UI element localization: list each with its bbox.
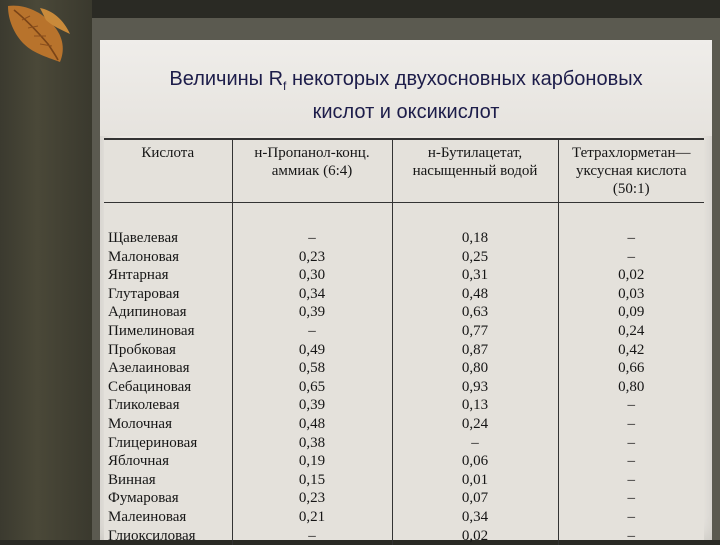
- rf-table: [104, 138, 704, 545]
- butyl-acetate-rf-cell: 0,63: [392, 303, 558, 322]
- tetrachloromethane-rf-cell: 0,24: [558, 322, 704, 341]
- acid-name-cell: Янтарная: [104, 266, 232, 285]
- butyl-acetate-rf-cell: 0,80: [392, 359, 558, 378]
- table-row: [104, 471, 704, 490]
- butyl-acetate-rf-cell: 0,18: [392, 203, 558, 248]
- title-line2: кислот и оксикислот: [313, 101, 500, 123]
- acid-name-cell: Щавелевая: [104, 203, 232, 248]
- tetrachloromethane-rf-cell: 0,03: [558, 285, 704, 304]
- table-row: [104, 378, 704, 397]
- header-acid: Кислота: [104, 139, 232, 203]
- table-row: [104, 303, 704, 322]
- propanol-rf-cell: 0,19: [232, 452, 392, 471]
- acid-name-cell: Азелаиновая: [104, 359, 232, 378]
- table-body: [104, 203, 704, 545]
- tetrachloromethane-rf-cell: –: [558, 452, 704, 471]
- table-row: [104, 285, 704, 304]
- butyl-acetate-rf-cell: 0,02: [392, 527, 558, 545]
- table-row: [104, 527, 704, 545]
- acid-name-cell: Пимелиновая: [104, 322, 232, 341]
- acid-name-cell: Себациновая: [104, 378, 232, 397]
- acid-name-cell: Глиоксиловая: [104, 527, 232, 545]
- propanol-rf-cell: 0,49: [232, 341, 392, 360]
- acid-name-cell: Гликолевая: [104, 396, 232, 415]
- propanol-rf-cell: 0,58: [232, 359, 392, 378]
- tetrachloromethane-rf-cell: –: [558, 527, 704, 545]
- butyl-acetate-rf-cell: 0,87: [392, 341, 558, 360]
- rf-table-scan: [104, 138, 704, 540]
- propanol-rf-cell: 0,48: [232, 415, 392, 434]
- table-row: [104, 341, 704, 360]
- table-row: [104, 322, 704, 341]
- butyl-acetate-rf-cell: 0,01: [392, 471, 558, 490]
- table-row: [104, 248, 704, 267]
- tetrachloromethane-rf-cell: 0,02: [558, 266, 704, 285]
- tetrachloromethane-rf-cell: –: [558, 508, 704, 527]
- butyl-acetate-rf-cell: 0,31: [392, 266, 558, 285]
- acid-name-cell: Молочная: [104, 415, 232, 434]
- propanol-rf-cell: 0,21: [232, 508, 392, 527]
- acid-name-cell: Адипиновая: [104, 303, 232, 322]
- propanol-rf-cell: –: [232, 203, 392, 248]
- propanol-rf-cell: 0,23: [232, 489, 392, 508]
- header-propanol-ammonia: н-Пропанол-конц. аммиак (6:4): [232, 139, 392, 203]
- tetrachloromethane-rf-cell: 0,66: [558, 359, 704, 378]
- propanol-rf-cell: 0,34: [232, 285, 392, 304]
- acid-name-cell: Яблочная: [104, 452, 232, 471]
- slide-left-strip: [0, 0, 92, 540]
- slide-title: [100, 66, 712, 125]
- acid-name-cell: Глицериновая: [104, 434, 232, 453]
- tetrachloromethane-rf-cell: –: [558, 203, 704, 248]
- table-row: [104, 359, 704, 378]
- propanol-rf-cell: 0,38: [232, 434, 392, 453]
- acid-name-cell: Пробковая: [104, 341, 232, 360]
- table-row: [104, 415, 704, 434]
- propanol-rf-cell: 0,23: [232, 248, 392, 267]
- tetrachloromethane-rf-cell: –: [558, 434, 704, 453]
- propanol-rf-cell: –: [232, 527, 392, 545]
- butyl-acetate-rf-cell: 0,06: [392, 452, 558, 471]
- butyl-acetate-rf-cell: 0,25: [392, 248, 558, 267]
- butyl-acetate-rf-cell: 0,48: [392, 285, 558, 304]
- table-row: [104, 396, 704, 415]
- acid-name-cell: Малеиновая: [104, 508, 232, 527]
- title-line1-suffix: некоторых двухосновных карбоновых: [286, 68, 642, 90]
- butyl-acetate-rf-cell: 0,24: [392, 415, 558, 434]
- table-row: [104, 203, 704, 248]
- title-line1-prefix: Величины R: [169, 68, 283, 90]
- propanol-rf-cell: 0,39: [232, 396, 392, 415]
- propanol-rf-cell: 0,15: [232, 471, 392, 490]
- table-row: [104, 434, 704, 453]
- header-butyl-acetate: н-Бутилацетат, насыщенный водой: [392, 139, 558, 203]
- tetrachloromethane-rf-cell: –: [558, 489, 704, 508]
- tetrachloromethane-rf-cell: 0,09: [558, 303, 704, 322]
- acid-name-cell: Малоновая: [104, 248, 232, 267]
- butyl-acetate-rf-cell: –: [392, 434, 558, 453]
- table-row: [104, 266, 704, 285]
- butyl-acetate-rf-cell: 0,77: [392, 322, 558, 341]
- butyl-acetate-rf-cell: 0,13: [392, 396, 558, 415]
- table-row: [104, 508, 704, 527]
- tetrachloromethane-rf-cell: –: [558, 248, 704, 267]
- propanol-rf-cell: 0,30: [232, 266, 392, 285]
- tetrachloromethane-rf-cell: 0,80: [558, 378, 704, 397]
- butyl-acetate-rf-cell: 0,93: [392, 378, 558, 397]
- autumn-leaf-icon: [0, 0, 90, 78]
- propanol-rf-cell: –: [232, 322, 392, 341]
- tetrachloromethane-rf-cell: –: [558, 396, 704, 415]
- propanol-rf-cell: 0,65: [232, 378, 392, 397]
- title-subscript: f: [283, 79, 286, 93]
- butyl-acetate-rf-cell: 0,07: [392, 489, 558, 508]
- acid-name-cell: Винная: [104, 471, 232, 490]
- butyl-acetate-rf-cell: 0,34: [392, 508, 558, 527]
- table-header-row: [104, 139, 704, 203]
- tetrachloromethane-rf-cell: 0,42: [558, 341, 704, 360]
- tetrachloromethane-rf-cell: –: [558, 415, 704, 434]
- table-row: [104, 452, 704, 471]
- propanol-rf-cell: 0,39: [232, 303, 392, 322]
- header-tetrachloromethane-acetic: Тетрахлорметан—уксусная кислота (50:1): [558, 139, 704, 203]
- acid-name-cell: Глутаровая: [104, 285, 232, 304]
- table-row: [104, 489, 704, 508]
- tetrachloromethane-rf-cell: –: [558, 471, 704, 490]
- acid-name-cell: Фумаровая: [104, 489, 232, 508]
